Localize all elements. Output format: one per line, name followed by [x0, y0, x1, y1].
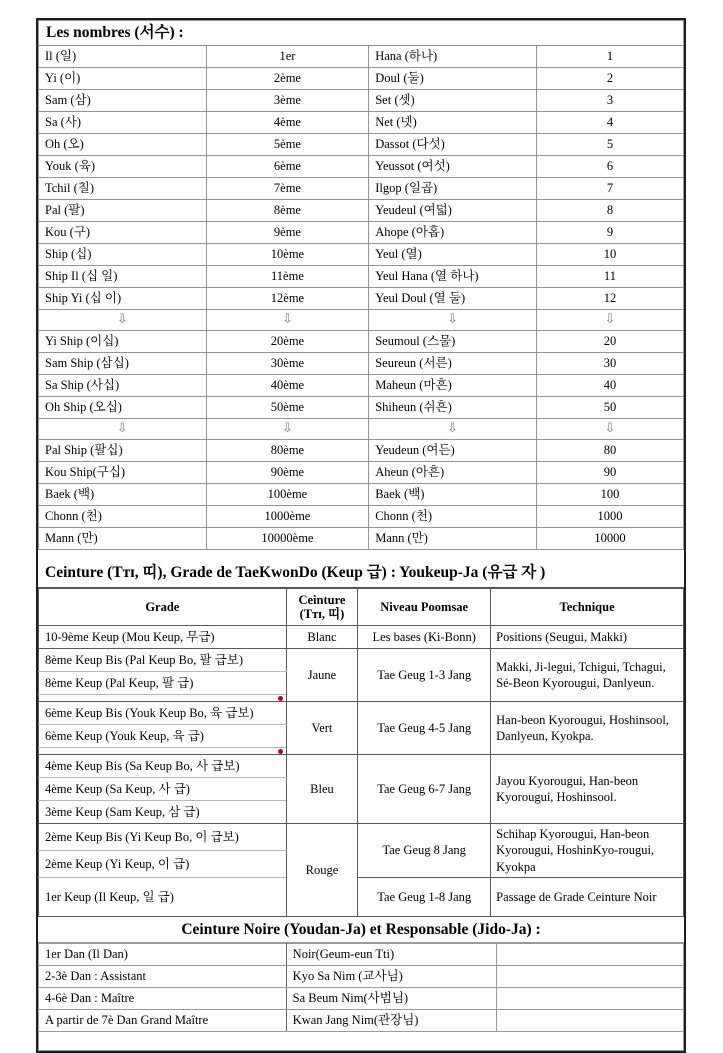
empty-cell — [496, 1010, 683, 1032]
dan-level: A partir de 7è Dan Grand Maître — [39, 1010, 287, 1032]
red-dot-marker-icon — [278, 749, 283, 754]
belt-cell: Bleu — [286, 755, 358, 824]
table-row — [39, 222, 684, 244]
table-row — [39, 375, 684, 397]
table-row — [39, 244, 684, 266]
dan-row — [39, 988, 684, 1010]
grade-cell: 2ème Keup Bis (Yi Keup Bo, 이 급보) — [39, 824, 287, 851]
table-row — [39, 134, 684, 156]
empty-cell — [496, 966, 683, 988]
ordinal-french: 6ème — [206, 156, 369, 178]
ordinal-french: 100ème — [206, 484, 369, 506]
keup-section-title: Ceinture (Tᴛɪ, 띠), Grade de TaeKwonDo (Keup 급) : Youkeup-Ja (유급 자 ) — [38, 550, 684, 588]
ordinal-korean: Baek (백) — [39, 484, 207, 506]
down-arrow-icon: ⇩ — [536, 419, 683, 440]
numbers-table-title-row — [39, 21, 684, 46]
grade-cell: 8ème Keup Bis (Pal Keup Bo, 팔 급보) — [39, 649, 287, 672]
numbers-table-title: Les nombres (서수) : — [39, 21, 684, 46]
cardinal-number: 1000 — [536, 506, 683, 528]
keup-table — [38, 588, 684, 917]
marker-cell — [39, 748, 287, 755]
cardinal-korean: Hana (하나) — [369, 46, 537, 68]
header-technique: Technique — [491, 589, 684, 626]
cardinal-korean: Yeul (열) — [369, 244, 537, 266]
ordinal-korean: Oh Ship (오십) — [39, 397, 207, 419]
ordinal-korean: Yi (이) — [39, 68, 207, 90]
cardinal-korean: Ahope (아홉) — [369, 222, 537, 244]
dan-title-korean: Kyo Sa Nim (교사님) — [286, 966, 496, 988]
down-arrow-icon: ⇩ — [206, 310, 369, 331]
belt-cell: Rouge — [286, 824, 358, 917]
header-ceinture-line2: (Tᴛɪ, 띠) — [299, 607, 345, 621]
table-row — [39, 462, 684, 484]
poomsae-cell: Tae Geug 1-3 Jang — [358, 649, 491, 702]
dan-level: 4-6è Dan : Maître — [39, 988, 287, 1010]
ordinal-korean: Tchil (칠) — [39, 178, 207, 200]
empty-row — [39, 1032, 684, 1051]
continuation-arrows-row — [39, 419, 684, 440]
ordinal-french: 8ème — [206, 200, 369, 222]
dan-level: 1er Dan (Il Dan) — [39, 944, 287, 966]
belt-row-jaune — [39, 649, 684, 672]
empty-cell — [496, 944, 683, 966]
ordinal-korean: Chonn (천) — [39, 506, 207, 528]
belt-row-bleu — [39, 755, 684, 778]
cardinal-korean: Chonn (천) — [369, 506, 537, 528]
cardinal-korean: Yeussot (여섯) — [369, 156, 537, 178]
ordinal-korean: Sam (삼) — [39, 90, 207, 112]
belt-row-rouge — [39, 824, 684, 851]
ordinal-korean: Ship Il (십 일) — [39, 266, 207, 288]
header-poomsae: Niveau Poomsae — [358, 589, 491, 626]
dan-row — [39, 966, 684, 988]
cardinal-korean: Yeul Doul (열 둘) — [369, 288, 537, 310]
table-row — [39, 397, 684, 419]
down-arrow-icon: ⇩ — [369, 419, 537, 440]
belt-cell: Blanc — [286, 626, 358, 649]
empty-cell — [39, 1032, 684, 1051]
document-sheet — [36, 18, 686, 1053]
belt-row-vert — [39, 702, 684, 725]
cardinal-number: 90 — [536, 462, 683, 484]
table-row — [39, 288, 684, 310]
table-row — [39, 200, 684, 222]
header-ceinture — [286, 589, 358, 626]
ordinal-french: 5ème — [206, 134, 369, 156]
cardinal-korean: Shiheun (쉬흔) — [369, 397, 537, 419]
continuation-arrows-row — [39, 310, 684, 331]
table-row — [39, 68, 684, 90]
down-arrow-icon: ⇩ — [369, 310, 537, 331]
belt-cell: Jaune — [286, 649, 358, 702]
cardinal-korean: Aheun (아흔) — [369, 462, 537, 484]
cardinal-number: 10000 — [536, 528, 683, 550]
poomsae-cell: Les bases (Ki-Bonn) — [358, 626, 491, 649]
header-ceinture-line1: Ceinture — [298, 592, 346, 607]
ordinal-korean: Yi Ship (이십) — [39, 331, 207, 353]
belt-row-rouge — [39, 878, 684, 917]
cardinal-number: 1 — [536, 46, 683, 68]
cardinal-number: 12 — [536, 288, 683, 310]
cardinal-korean: Net (넷) — [369, 112, 537, 134]
technique-cell: Han-beon Kyorougui, Hoshinsool, Danlyeun, Kyokpa. — [491, 702, 684, 755]
table-row — [39, 440, 684, 462]
cardinal-number: 40 — [536, 375, 683, 397]
poomsae-cell: Tae Geug 8 Jang — [358, 824, 491, 878]
dan-row — [39, 1010, 684, 1032]
grade-cell: 4ème Keup Bis (Sa Keup Bo, 사 급보) — [39, 755, 287, 778]
table-row — [39, 90, 684, 112]
table-row — [39, 178, 684, 200]
table-row — [39, 46, 684, 68]
dan-row — [39, 944, 684, 966]
ordinal-korean: Kou Ship(구십) — [39, 462, 207, 484]
cardinal-korean: Mann (만) — [369, 528, 537, 550]
table-row — [39, 156, 684, 178]
cardinal-number: 10 — [536, 244, 683, 266]
ordinal-korean: Sam Ship (삼십) — [39, 353, 207, 375]
table-row — [39, 484, 684, 506]
marker-cell — [39, 695, 287, 702]
ordinal-korean: Mann (만) — [39, 528, 207, 550]
cardinal-korean: Yeul Hana (열 하나) — [369, 266, 537, 288]
red-dot-marker-icon — [278, 696, 283, 701]
numbers-table — [38, 20, 684, 550]
down-arrow-icon: ⇩ — [39, 310, 207, 331]
ordinal-french: 30ème — [206, 353, 369, 375]
ordinal-korean: Ship Yi (십 이) — [39, 288, 207, 310]
cardinal-number: 100 — [536, 484, 683, 506]
ordinal-korean: Oh (오) — [39, 134, 207, 156]
poomsae-cell: Tae Geug 1-8 Jang — [358, 878, 491, 917]
cardinal-number: 8 — [536, 200, 683, 222]
cardinal-korean: Seureun (서른) — [369, 353, 537, 375]
cardinal-number: 80 — [536, 440, 683, 462]
technique-cell: Jayou Kyorougui, Han-beon Kyorougui, Hoshinsool. — [491, 755, 684, 824]
table-row — [39, 112, 684, 134]
grade-cell: 2ème Keup (Yi Keup, 이 급) — [39, 851, 287, 878]
cardinal-number: 50 — [536, 397, 683, 419]
ordinal-french: 1000ème — [206, 506, 369, 528]
ordinal-french: 20ème — [206, 331, 369, 353]
grade-cell: 4ème Keup (Sa Keup, 사 급) — [39, 778, 287, 801]
ordinal-korean: Ship (십) — [39, 244, 207, 266]
ordinal-korean: Pal (팔) — [39, 200, 207, 222]
cardinal-number: 11 — [536, 266, 683, 288]
ordinal-french: 50ème — [206, 397, 369, 419]
ordinal-korean: Youk (육) — [39, 156, 207, 178]
grade-cell: 10-9ème Keup (Mou Keup, 무급) — [39, 626, 287, 649]
dan-title-korean: Noir(Geum-eun Tti) — [286, 944, 496, 966]
technique-cell: Schihap Kyorougui, Han-beon Kyorougui, HoshinKyo-rougui, Kyokpa — [491, 824, 684, 878]
table-row — [39, 528, 684, 550]
technique-cell: Positions (Seugui, Makki) — [491, 626, 684, 649]
cardinal-number: 2 — [536, 68, 683, 90]
belt-row-blanc — [39, 626, 684, 649]
ordinal-french: 40ème — [206, 375, 369, 397]
ordinal-french: 2ème — [206, 68, 369, 90]
table-row — [39, 353, 684, 375]
ordinal-french: 90ème — [206, 462, 369, 484]
keup-table-header-row — [39, 589, 684, 626]
header-grade: Grade — [39, 589, 287, 626]
technique-cell: Makki, Ji-legui, Tchigui, Tchagui, Sé-Beon Kyorougui, Danlyeun. — [491, 649, 684, 702]
cardinal-number: 30 — [536, 353, 683, 375]
technique-cell: Passage de Grade Ceinture Noir — [491, 878, 684, 917]
cardinal-number: 20 — [536, 331, 683, 353]
dan-level: 2-3è Dan : Assistant — [39, 966, 287, 988]
ordinal-french: 10000ème — [206, 528, 369, 550]
cardinal-number: 5 — [536, 134, 683, 156]
cardinal-number: 6 — [536, 156, 683, 178]
dan-section-title: Ceinture Noire (Youdan-Ja) et Responsable (Jido-Ja) : — [38, 917, 684, 943]
ordinal-french: 12ème — [206, 288, 369, 310]
cardinal-korean: Seumoul (스물) — [369, 331, 537, 353]
down-arrow-icon: ⇩ — [206, 419, 369, 440]
cardinal-korean: Yeudeul (여덟) — [369, 200, 537, 222]
grade-cell: 6ème Keup Bis (Youk Keup Bo, 육 급보) — [39, 702, 287, 725]
cardinal-korean: Maheun (마흔) — [369, 375, 537, 397]
cardinal-korean: Set (셋) — [369, 90, 537, 112]
poomsae-cell: Tae Geug 4-5 Jang — [358, 702, 491, 755]
dan-title-korean: Kwan Jang Nim(관장님) — [286, 1010, 496, 1032]
down-arrow-icon: ⇩ — [536, 310, 683, 331]
cardinal-korean: Dassot (다섯) — [369, 134, 537, 156]
ordinal-french: 10ème — [206, 244, 369, 266]
down-arrow-icon: ⇩ — [39, 419, 207, 440]
ordinal-french: 4ème — [206, 112, 369, 134]
ordinal-french: 9ème — [206, 222, 369, 244]
ordinal-korean: Sa Ship (사십) — [39, 375, 207, 397]
cardinal-number: 4 — [536, 112, 683, 134]
dan-title-korean: Sa Beum Nim(사범님) — [286, 988, 496, 1010]
table-row — [39, 331, 684, 353]
grade-cell: 6ème Keup (Youk Keup, 육 급) — [39, 725, 287, 748]
cardinal-korean: Doul (둘) — [369, 68, 537, 90]
ordinal-french: 3ème — [206, 90, 369, 112]
cardinal-korean: Yeudeun (여든) — [369, 440, 537, 462]
ordinal-french: 80ème — [206, 440, 369, 462]
empty-cell — [496, 988, 683, 1010]
ordinal-french: 7ème — [206, 178, 369, 200]
table-row — [39, 506, 684, 528]
grade-cell: 1er Keup (Il Keup, 일 급) — [39, 878, 287, 917]
dan-table — [38, 943, 684, 1051]
poomsae-cell: Tae Geug 6-7 Jang — [358, 755, 491, 824]
ordinal-korean: Pal Ship (팔십) — [39, 440, 207, 462]
cardinal-korean: Ilgop (일곱) — [369, 178, 537, 200]
ordinal-korean: Sa (사) — [39, 112, 207, 134]
cardinal-number: 9 — [536, 222, 683, 244]
grade-cell: 3ème Keup (Sam Keup, 삼 급) — [39, 801, 287, 824]
cardinal-number: 7 — [536, 178, 683, 200]
table-row — [39, 266, 684, 288]
cardinal-number: 3 — [536, 90, 683, 112]
grade-cell: 8ème Keup (Pal Keup, 팔 급) — [39, 672, 287, 695]
ordinal-french: 1er — [206, 46, 369, 68]
ordinal-korean: Kou (구) — [39, 222, 207, 244]
ordinal-korean: Il (일) — [39, 46, 207, 68]
belt-cell: Vert — [286, 702, 358, 755]
cardinal-korean: Baek (백) — [369, 484, 537, 506]
ordinal-french: 11ème — [206, 266, 369, 288]
